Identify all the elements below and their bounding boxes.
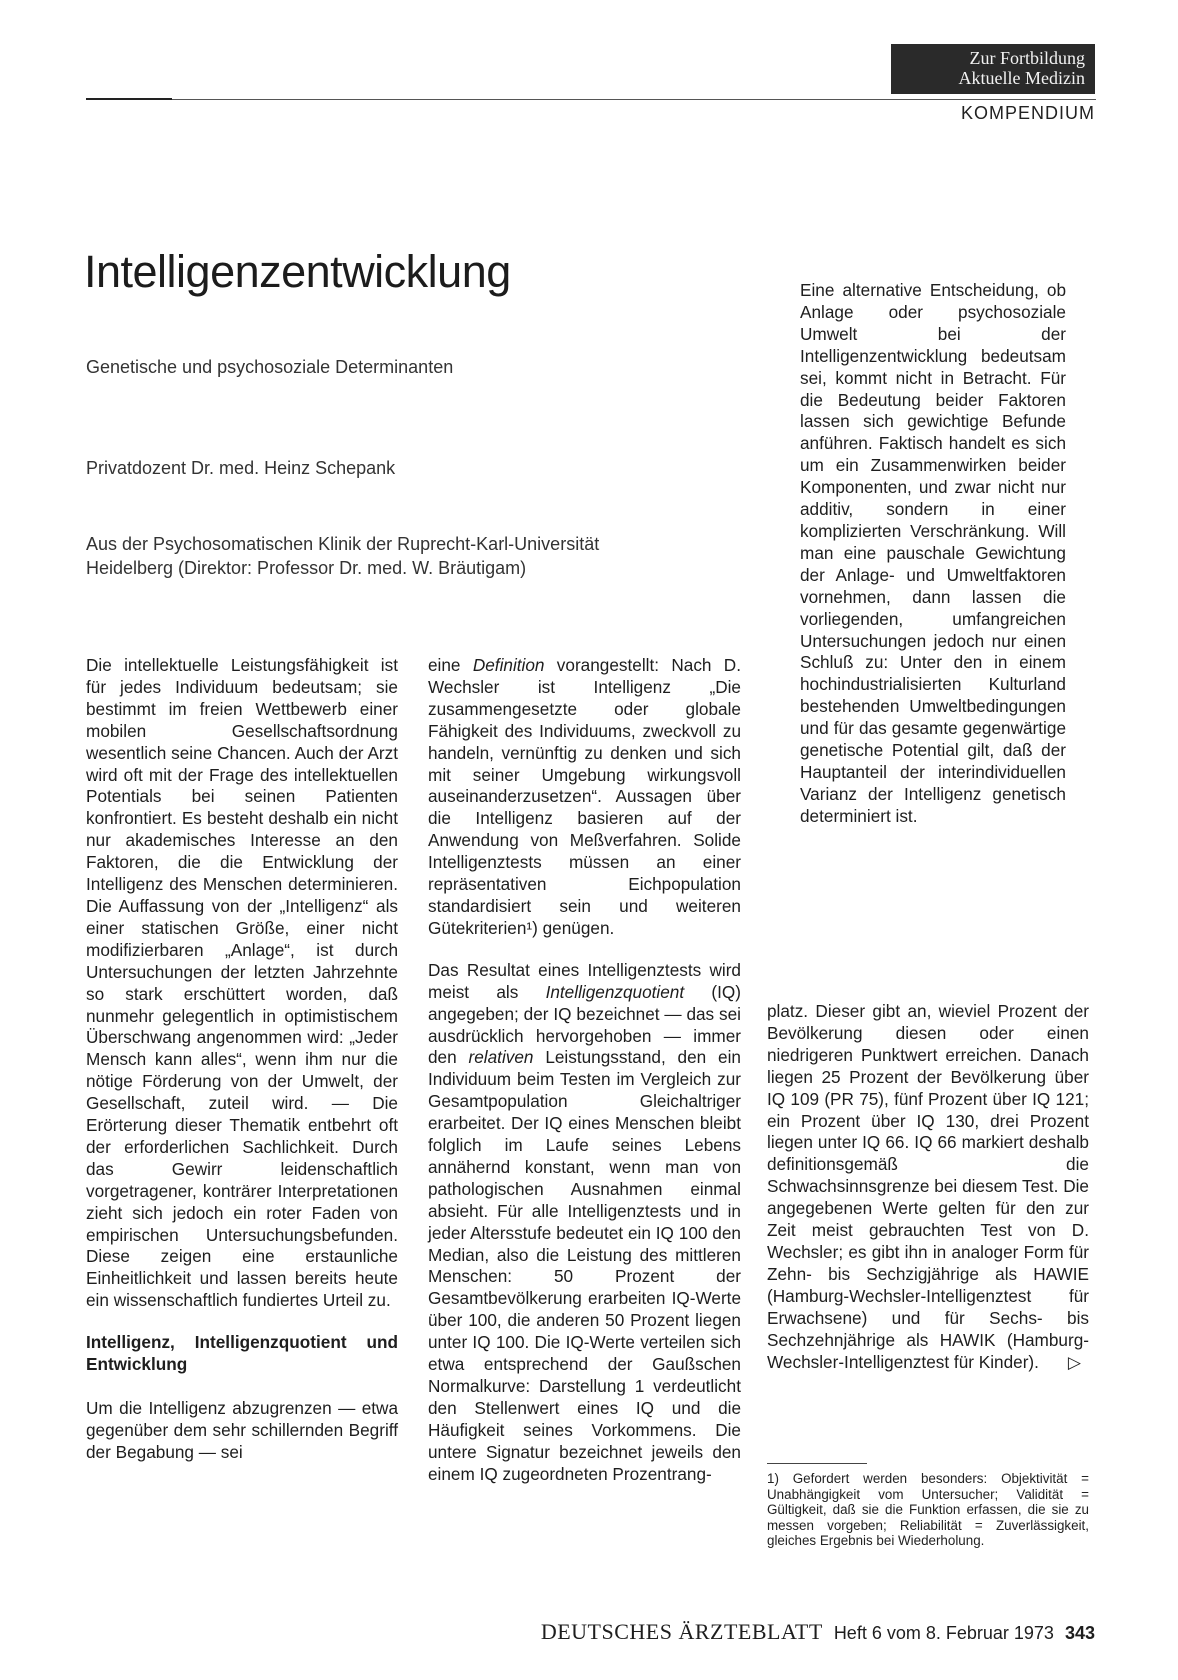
paragraph [428, 960, 741, 1486]
footnote: 1) Gefordert werden besonders: Objektivität = Unabhängigkeit vom Untersucher; Validität = Gültigkeit, daß sie die Funktion erfassen, die sie zu messen vorgeben; Reliabilität = Zuverlässigkeit, gleiches Ergebnis bei Wiederholung. [767, 1471, 1089, 1548]
continue-arrow-icon: ▷ [1067, 1352, 1081, 1372]
page-number: 343 [1064, 1623, 1095, 1643]
article-title: Intelligenzentwicklung [84, 246, 511, 297]
header-rule-thick [86, 98, 172, 100]
text-run: Das Resultat eines Intelligenztests wird meist als [428, 959, 741, 1002]
header-rule [172, 99, 1096, 100]
body-column-3-upper [800, 280, 1066, 828]
paragraph: Um die Intelligenz abzugrenzen — etwa gegenüber dem sehr schillernden Begriff der Begabung — sei [86, 1398, 398, 1462]
journal-name: DEUTSCHES ÄRZTEBLATT [540, 1619, 823, 1644]
article-subtitle: Genetische und psychosoziale Determinanten [86, 357, 454, 377]
body-column-3-lower [767, 1001, 1089, 1373]
body-column-2 [428, 655, 741, 1486]
section-label: KOMPENDIUM [960, 103, 1095, 123]
text-run: vorangestellt: Nach D. Wechsler ist Intelligenz „Die zusammengesetzte oder globale Fähigkeit des Individuums, zweckvoll zu handeln, vernünftig zu denken und sich mit seiner Umgebung wirkungsvoll auseinanderzusetzen“. Aussagen über die Intelligenz basieren auf der Anwendung von Meßverfahren. Solide Intelligenztests müssen an einer repräsentativen Eichpopulation standardisiert sein und weiteren Gütekriterien¹) genügen. [428, 655, 741, 938]
issue-info: Heft 6 vom 8. Februar 1973 [833, 1623, 1054, 1643]
article-author: Privatdozent Dr. med. Heinz Schepank [86, 458, 396, 478]
section-badge [891, 44, 1095, 94]
affiliation-line-2: Heidelberg (Direktor: Professor Dr. med. W. Bräutigam) [86, 558, 527, 578]
badge-line-2: Aktuelle Medizin [958, 68, 1085, 88]
text-run: platz. Dieser gibt an, wieviel Prozent der Bevölkerung diesen oder einen niedrigeren Punktwert erreichen. Danach liegen 25 Prozent der Bevölkerung über IQ 109 (PR 75), fünf Prozent über IQ 121; ein Prozent über IQ 130, drei Prozent liegen unter IQ 66. IQ 66 markiert deshalb definitionsgemäß die Schwachsinnsgrenze bei diesem Test. Die angegebenen Werte gelten für den zur Zeit meist gebrauchten Test von D. Wechsler; es gibt ihn in analoger Form für Zehn- bis Sechzigjährige als HAWIE (Hamburg-Wechsler-Intelligenztest für Erwachsene) und für Sechs- bis Sechzehnjährige als HAWIK (Hamburg-Wechsler-Intelligenztest für Kinder). [767, 1001, 1089, 1372]
badge-line-1: Zur Fortbildung [969, 48, 1085, 68]
page-footer [541, 1619, 1095, 1645]
footnote-rule [767, 1463, 867, 1464]
text-run: eine [428, 655, 473, 675]
affiliation-line-1: Aus der Psychosomatischen Klinik der Ruprecht-Karl-Universität [86, 534, 600, 554]
body-column-1 [86, 655, 398, 1464]
emphasis: relativen [468, 1047, 534, 1068]
paragraph: Eine alternative Entscheidung, ob Anlage oder psychosoziale Umwelt bei der Intelligenzentwicklung bedeutsam sei, kommt nicht in Betracht. Für die Bedeutung beider Faktoren lassen sich gewichtige Befunde anführen. Faktisch handelt es sich um ein Zusammenwirken beider Komponenten, und zwar nicht nur additiv, sondern in einer komplizierten Verschränkung. Will man eine pauschale Gewichtung der Anlage- und Umweltfaktoren vornehmen, dann lassen die vorliegenden, umfangreichen Untersuchungen jedoch nur einen Schluß zu: Unter den in einem hochindustrialisierten Kulturland bestehenden Umweltbedingungen und für das gesamte gegenwärtige genetische Potential gilt, daß der Hauptanteil der interindividuellen Varianz der Intelligenz genetisch determiniert ist. [800, 280, 1066, 826]
paragraph [767, 1001, 1089, 1373]
emphasis: Intelligenzquotient [545, 981, 685, 1002]
text-run: Leistungsstand, den ein Individuum beim Testen im Vergleich zur Gesamtpopulation Gleichaltriger erarbeitet. Der IQ eines Menschen bleibt folglich im Laufe seines Lebens annähernd konstant, wenn man von pathologischen Ausnahmen einmal absieht. Für alle Intelligenztests und in jeder Altersstufe bedeutet ein IQ 100 den Median, also die Leistung des mittleren Menschen: 50 Prozent der Gesamtbevölkerung erarbeiten IQ-Werte über 100, die anderen 50 Prozent liegen unter IQ 100. Die IQ-Werte verteilen sich etwa entsprechend der Gaußschen Normalkurve: Darstellung 1 verdeutlicht den Stellenwert eines IQ und die Häufigkeit seines Vorkommens. Die untere Signatur bezeichnet jeweils den einem IQ zugeordneten Prozentrang- [428, 1047, 741, 1484]
article-affiliation [86, 532, 599, 580]
section-heading: Intelligenz, Intelligenzquotient und Entwicklung [86, 1332, 398, 1375]
emphasis: Definition [472, 655, 545, 675]
paragraph: Die intellektuelle Leistungsfähigkeit ist für jedes Individuum bedeutsam; sie bestimmt im freien Wettbewerb einer mobilen Gesellschaftsordnung wesentlich seine Chancen. Auch der Arzt wird oft mit der Frage des intellektuellen Potentials bei seinen Patienten konfrontiert. Es besteht deshalb ein nicht nur akademisches Interesse an den Faktoren, die die Entwicklung der Intelligenz des Menschen determinieren. Die Auffassung von der „Intelligenz“ als einer statischen Größe, einer nicht modifizierbaren „Anlage“, ist durch Untersuchungen der letzten Jahrzehnte so stark erschüttert worden, daß nunmehr gelegentlich in optimistischem Überschwang angenommen wird: „Jeder Mensch kann alles“, wenn ihm nur die nötige Förderung von der Umwelt, der Gesellschaft, zuteil wird. — Die Erörterung dieser Thematik entbehrt oft der erforderlichen Sachlichkeit. Durch das Gewirr leidenschaftlich vorgetragener, konträrer Interpretationen zieht sich jedoch ein roter Faden von empirischen Untersuchungsbefunden. Diese zeigen eine erstaunliche Einheitlichkeit und lassen bereits heute ein wissenschaftlich fundiertes Urteil zu. [86, 655, 398, 1311]
text-run: (IQ) angegeben; der IQ bezeichnet — das sei ausdrücklich hervorgehoben — immer den [428, 981, 741, 1068]
paragraph [428, 655, 741, 940]
